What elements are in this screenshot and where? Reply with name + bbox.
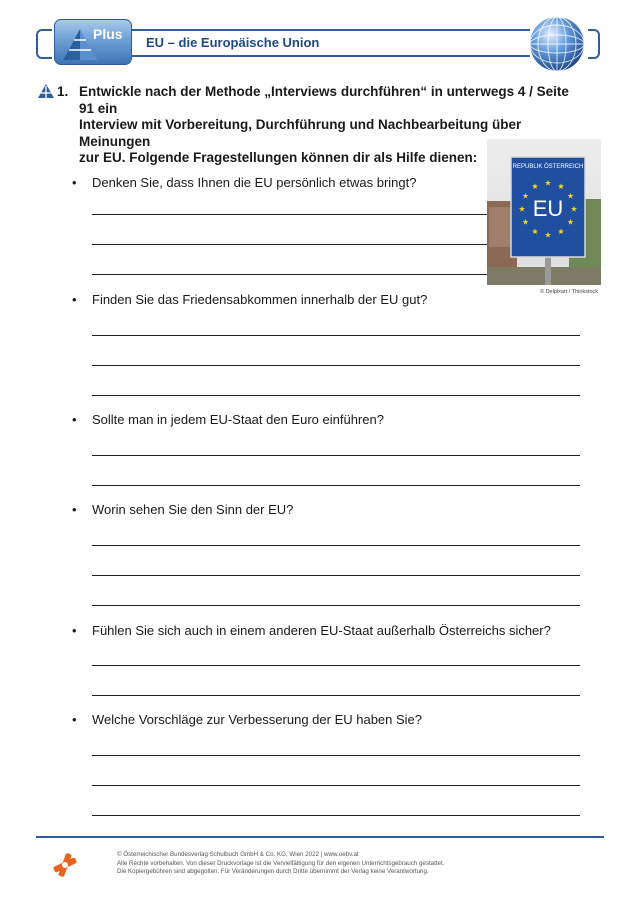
- question-text: Welche Vorschläge zur Verbesserung der EU haben Sie?: [92, 712, 423, 727]
- answer-line[interactable]: [92, 695, 580, 696]
- task-line: Interview mit Vorbereitung, Durchführung und Nachbearbeitung über Meinungen: [79, 117, 522, 149]
- sign-eu-text: EU: [532, 196, 564, 221]
- question-bullet: •: [72, 502, 77, 517]
- answer-line[interactable]: [92, 575, 580, 576]
- task-line: zur EU. Folgende Fragestellungen können dir als Hilfe dienen:: [79, 150, 478, 165]
- header-bracket-left: [36, 29, 52, 59]
- answer-line[interactable]: [92, 665, 580, 666]
- answer-line[interactable]: [92, 274, 487, 275]
- publisher-logo-icon: [52, 852, 78, 878]
- answer-line[interactable]: [92, 815, 580, 816]
- header-top-line: [130, 29, 530, 31]
- question-text: Finden Sie das Friedensabkommen innerhalb der EU gut?: [92, 292, 428, 307]
- answer-line[interactable]: [92, 365, 580, 366]
- question-text: Denken Sie, dass Ihnen die EU persönlich etwas bringt?: [92, 175, 417, 190]
- question-bullet: •: [72, 712, 77, 727]
- plus-badge-label: Plus: [93, 26, 123, 42]
- question-text: Sollte man in jedem EU-Staat den Euro einführen?: [92, 412, 384, 427]
- difficulty-pyramid-icon: [38, 84, 54, 98]
- question-bullet: •: [72, 292, 77, 307]
- answer-line[interactable]: [92, 244, 487, 245]
- sign-top-text: REPUBLIK ÖSTERREICH: [512, 164, 584, 170]
- task-number: 1.: [57, 84, 69, 99]
- globe-icon: [528, 15, 586, 73]
- footer-line: © Österreichischer Bundesverlag Schulbuch GmbH & Co. KG, Wien 2022 | www.oebv.at: [117, 851, 359, 858]
- footer-line: Alle Rechte vorbehalten. Von dieser Druckvorlage ist die Vervielfältigung für den eigenen Unterrichtsgebrauch gestattet.: [117, 859, 445, 867]
- answer-line[interactable]: [92, 485, 580, 486]
- footer-copyright: [117, 851, 444, 877]
- answer-line[interactable]: [92, 755, 580, 756]
- answer-line[interactable]: [92, 214, 487, 215]
- answer-line[interactable]: [92, 605, 580, 606]
- answer-line[interactable]: [92, 395, 580, 396]
- footer-line: Die Kopiergebühren sind abgegolten. Für Veränderungen durch Dritte übernimmt der Verlag keine Verantwortung.: [117, 868, 429, 875]
- answer-line[interactable]: [92, 545, 580, 546]
- footer-rule: [36, 836, 604, 838]
- eu-sign-photo: [487, 139, 601, 285]
- answer-line[interactable]: [92, 455, 580, 456]
- task-line: Entwickle nach der Methode „Interviews durchführen“ in unterwegs 4 / Seite 91 ein: [79, 84, 569, 116]
- question-text: Worin sehen Sie den Sinn der EU?: [92, 502, 294, 517]
- question-bullet: •: [72, 623, 77, 638]
- header-bracket-right: [588, 29, 600, 59]
- question-text: Fühlen Sie sich auch in einem anderen EU-Staat außerhalb Österreichs sicher?: [92, 623, 551, 638]
- page-title: EU – die Europäische Union: [146, 35, 320, 50]
- answer-line[interactable]: [92, 335, 580, 336]
- header-bottom-line: [130, 55, 530, 57]
- answer-line[interactable]: [92, 785, 580, 786]
- question-bullet: •: [72, 175, 77, 190]
- photo-credit: © Delpixart / Thinkstock: [540, 289, 599, 295]
- question-bullet: •: [72, 412, 77, 427]
